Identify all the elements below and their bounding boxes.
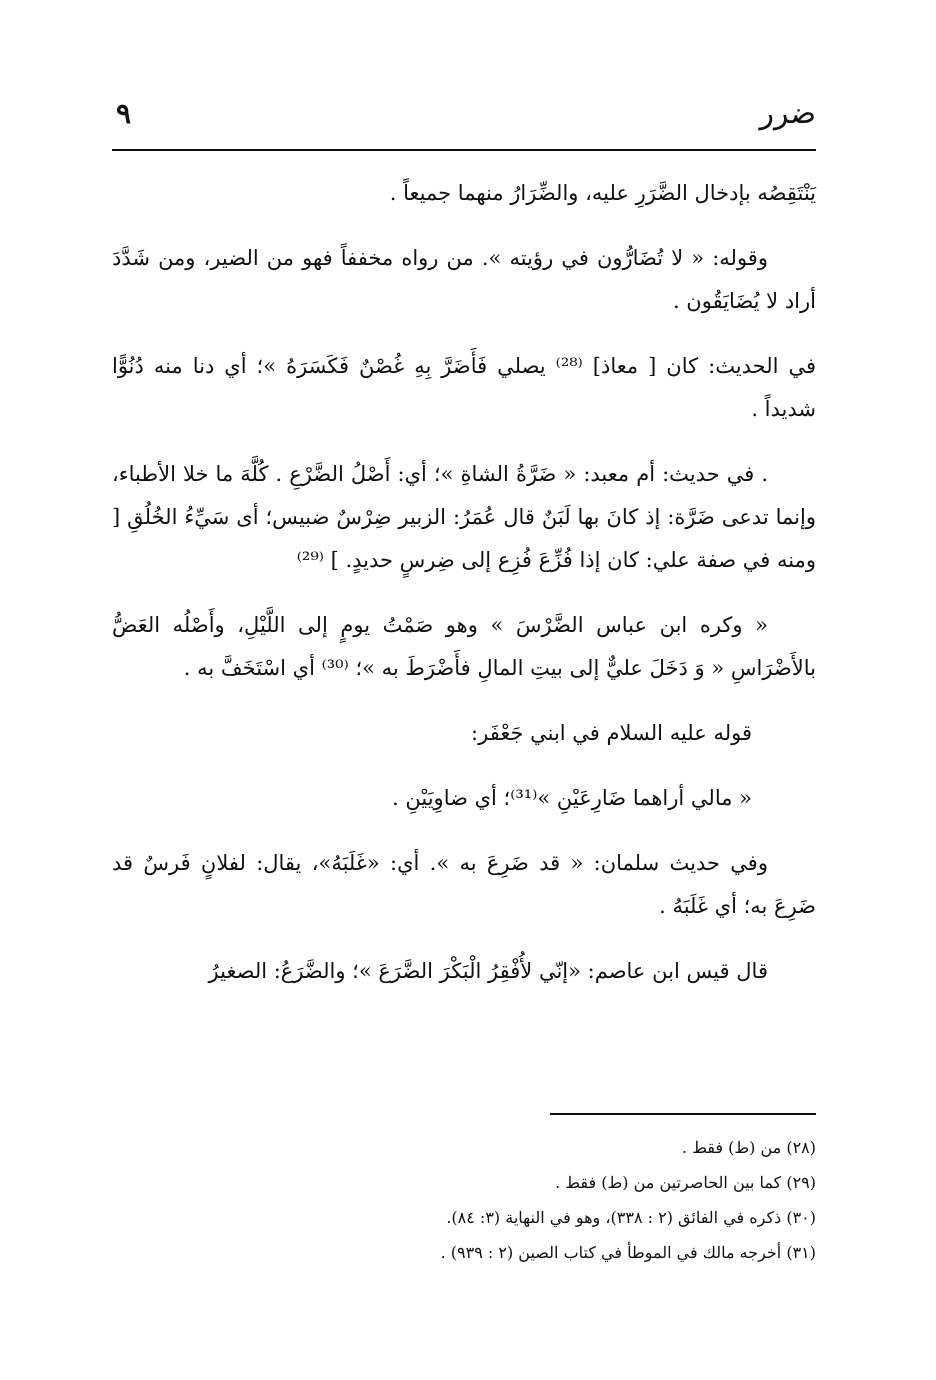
paragraph: قال قيس ابن عاصم: «إنّي لأُفْقِرُ الْبَكْرَ الضَّرَعَ »؛ والضَّرَعُ: الصغيرُ [208, 959, 768, 983]
paragraph: قوله عليه السلام في ابني جَعْفَر: [471, 721, 752, 745]
paragraph: وفي حديث سلمان: « قد ضَرِعَ به ». أي: «غَلَبَهُ»، يقال: لفلانٍ فَرسٌ قد ضَرِعَ به؛ أي غَلَبَهُ . [112, 851, 816, 918]
main-text [112, 172, 816, 1015]
footnote: (٣١) أخرجه مالك في الموطأ في كتاب الصين (٢ : ٩٣٩) . [440, 1243, 816, 1262]
paragraph: « وكره ابن عباس الضَّرْسَ » وهو صَمْتُ يومٍ إلى اللَّيْلِ، وأَصْلُه العَضُّ بالأَضْرَاسِ « وَ دَخَلَ عليٌّ إلى بيتِ المالِ فأَضْرَطَ به »؛ ⁽³⁰⁾ أي اسْتَخَفَّ به . [112, 613, 816, 680]
header-divider [112, 149, 816, 151]
running-header [112, 92, 816, 136]
paragraph: يَنْتَقِصُه بإدخال الضَّرَرِ عليه، والضِّرَارُ منهما جميعاً . [389, 181, 816, 205]
footnote: (٣٠) ذكره في الفائق (٢ : ٣٣٨)، وهو في النهاية (٣: ٨٤). [446, 1208, 816, 1227]
header-title: ضرر [759, 96, 816, 131]
page-number: ٩ [116, 97, 132, 130]
footnotes [112, 1130, 816, 1270]
footnote-divider [550, 1113, 816, 1115]
footnote: (٢٨) من (ط) فقط . [681, 1138, 816, 1157]
paragraph: . في حديث: أم معبد: « ضَرَّةُ الشاةِ »؛ أي: أَصْلُ الضَّرْعِ . كُلَّهَ ما خلا الأطباء، وإنما تدعى ضَرَّة: إذ كانَ بها لَبَنٌ قال عُمَرُ: الزبير ضِرْسٌ ضبيس؛ أى سَيِّءُ الخُلُقِ [ ومنه في صفة علي: كان إذا فُزِّعَ فُزِع إلى ضِرسٍ حديدٍ. ] ⁽²⁹⁾ [112, 462, 816, 572]
paragraph: وقوله: « لا تُضَارُّون في رؤيته ». من رواه مخففاً فهو من الضير، ومن شَدَّدَ أراد لا يُضَايَقُون . [112, 246, 816, 313]
paragraph: « مالي أراهما ضَارِعَيْنِ »⁽³¹⁾؛ أي ضاوِيَيْنِ . [392, 786, 752, 810]
footnote: (٢٩) كما بين الحاصرتين من (ط) فقط . [555, 1173, 816, 1192]
paragraph: في الحديث: كان [ معاذ] ⁽²⁸⁾ يصلي فَأَضَرَّ بِهِ غُصْنٌ فَكَسَرَهُ »؛ أي دنا منه دُنُوًّا شديداً . [112, 354, 817, 421]
